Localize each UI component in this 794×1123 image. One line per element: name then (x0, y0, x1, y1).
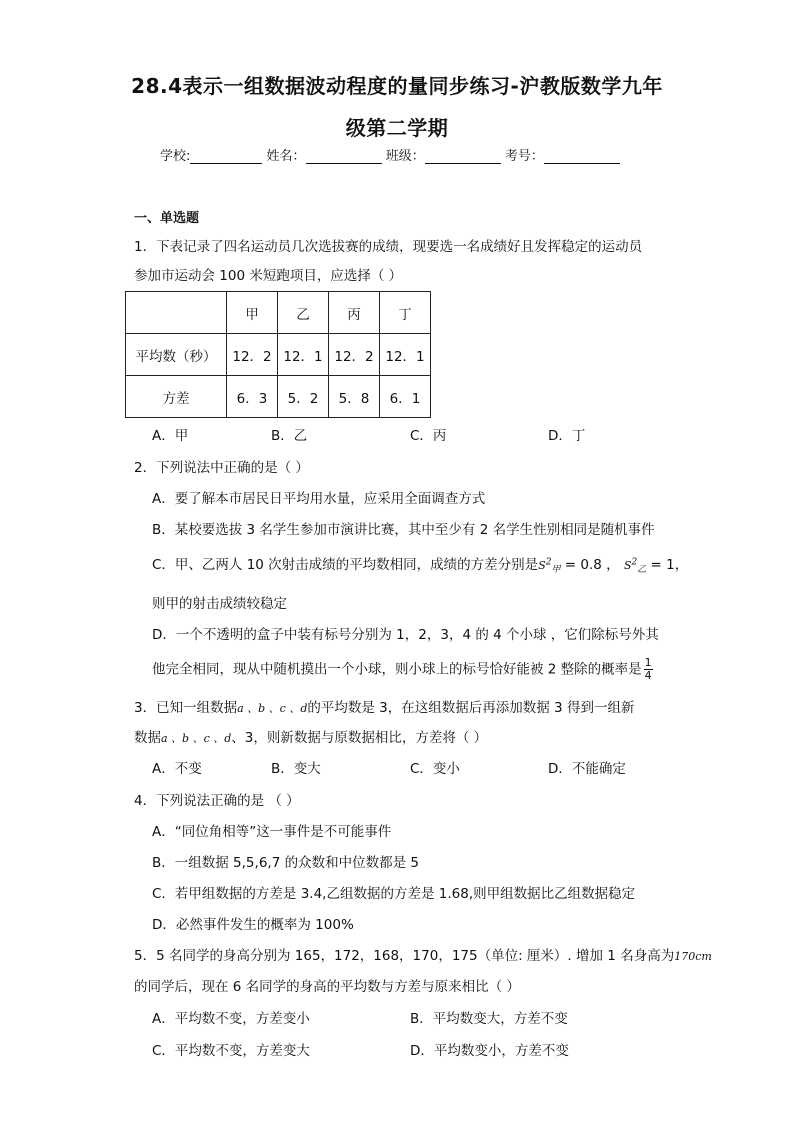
q5-option-d[interactable]: D．平均数变小，方差不变 (410, 1043, 569, 1059)
class-label: 班级： (385, 149, 425, 164)
q2-option-b[interactable]: B．某校要选拔 3 名学生参加市演讲比赛，其中至少有 2 名学生性别相同是随机事件 (152, 522, 655, 538)
q2-option-d-line-2 (152, 657, 653, 682)
table-cell: 方差 (126, 376, 227, 418)
table-cell: 5．8 (329, 376, 380, 418)
variance-value-yi: = 1， (646, 557, 689, 573)
number-blank[interactable] (544, 149, 620, 164)
q5-stem-line-2: 的同学后，现在 6 名同学的身高的平均数与方差与原来相比（ ） (134, 979, 520, 995)
table-cell: 6．3 (227, 376, 278, 418)
q1-stem-line-2: 参加市运动会 100 米短跑项目，应选择（ ） (134, 268, 403, 284)
section-title: 一、单选题 (134, 211, 200, 226)
q5-option-b[interactable]: B．平均数变大，方差不变 (410, 1011, 568, 1027)
variance-value-jia: = 0.8 ， (560, 557, 620, 573)
number-label: 考号： (504, 149, 544, 164)
student-info-row (160, 145, 620, 164)
table-row (126, 376, 431, 418)
q3-option-a[interactable]: A．不变 (152, 761, 202, 777)
table-cell: 12．1 (278, 334, 329, 376)
table-cell: 12．2 (227, 334, 278, 376)
q5-option-a[interactable]: A．平均数不变，方差变小 (152, 1011, 310, 1027)
name-label: 姓名： (266, 149, 306, 164)
table-cell: 平均数（秒） (126, 334, 227, 376)
q4-option-b[interactable]: B．一组数据 5,5,6,7 的众数和中位数都是 5 (152, 855, 419, 871)
table-header-cell: 乙 (278, 292, 329, 334)
q1-option-d[interactable]: D．丁 (548, 428, 586, 444)
q3-stem-line-2: 数据a 、b 、c 、d、3，则新数据与原数据相比，方差将（ ） (134, 730, 488, 746)
table-header-cell: 丙 (329, 292, 380, 334)
q1-option-c[interactable]: C．丙 (410, 428, 447, 444)
q1-stem-line-1: 1．下表记录了四名运动员几次选拔赛的成绩，现要选一名成绩好且发挥稳定的运动员 (134, 239, 643, 255)
page-title-line-1: 28.4表示一组数据波动程度的量同步练习-沪教版数学九年 (131, 74, 663, 98)
q2-option-d-text: 他完全相同，现从中随机摸出一个小球，则小球上的标号恰好能被 2 整除的概率是 (152, 661, 642, 678)
q5-stem-line-1: 5．5 名同学的身高分别为 165，172，168，170，175（单位: 厘米）. 增加 1 名身高为170cm (134, 948, 712, 964)
q4-option-c[interactable]: C．若甲组数据的方差是 3.4,乙组数据的方差是 1.68,则甲组数据比乙组数据稳定 (152, 886, 636, 902)
name-blank[interactable] (306, 149, 382, 164)
q2-option-c[interactable] (152, 553, 688, 575)
table-cell: 5．2 (278, 376, 329, 418)
fraction-one-quarter: $\frac{1}{4}$ (644, 656, 652, 682)
variance-symbol-jia: $S^2_甲$ (538, 557, 561, 576)
class-blank[interactable] (425, 149, 501, 164)
school-label: 学校: (160, 149, 191, 164)
q2-option-d[interactable]: D．一个不透明的盒子中装有标号分别为 1，2，3，4 的 4 个小球 ，它们除标号外其 (152, 627, 659, 643)
table-header-cell: 甲 (227, 292, 278, 334)
q2-option-a[interactable]: A．要了解本市居民日平均用水量，应采用全面调查方式 (152, 491, 486, 507)
q3-option-c[interactable]: C．变小 (410, 761, 460, 777)
table-cell: 12．2 (329, 334, 380, 376)
q4-option-d[interactable]: D．必然事件发生的概率为 100% (152, 917, 354, 933)
table-header-row (126, 292, 431, 334)
page-title-line-2: 级第二学期 (345, 116, 449, 140)
q1-option-a[interactable]: A．甲 (152, 428, 189, 444)
q2-stem: 2．下列说法中正确的是（ ） (134, 460, 309, 476)
table-header-cell (126, 292, 227, 334)
variance-symbol-yi: $S^2_乙$ (623, 557, 647, 576)
table-cell: 12．1 (380, 334, 431, 376)
q3-option-d[interactable]: D．不能确定 (548, 761, 626, 777)
q2-option-c-line-2: 则甲的射击成绩较稳定 (152, 596, 287, 612)
q2-option-c-text: C．甲、乙两人 10 次射击成绩的平均数相同，成绩的方差分别是 (152, 557, 539, 573)
q4-option-a[interactable]: A．“同位角相等”这一事件是不可能事件 (152, 824, 392, 840)
q3-option-b[interactable]: B．变大 (271, 761, 321, 777)
q1-score-table (125, 291, 431, 418)
q5-option-c[interactable]: C．平均数不变，方差变大 (152, 1043, 310, 1059)
q3-stem-line-1: 3．已知一组数据a 、b 、c 、d的平均数是 3，在这组数据后再添加数据 3 得到一组新 (134, 700, 635, 716)
school-blank[interactable] (190, 149, 262, 164)
q4-stem: 4．下列说法正确的是 （ ） (134, 793, 300, 809)
table-row (126, 334, 431, 376)
q1-option-b[interactable]: B．乙 (271, 428, 308, 444)
table-header-cell: 丁 (380, 292, 431, 334)
table-cell: 6．1 (380, 376, 431, 418)
